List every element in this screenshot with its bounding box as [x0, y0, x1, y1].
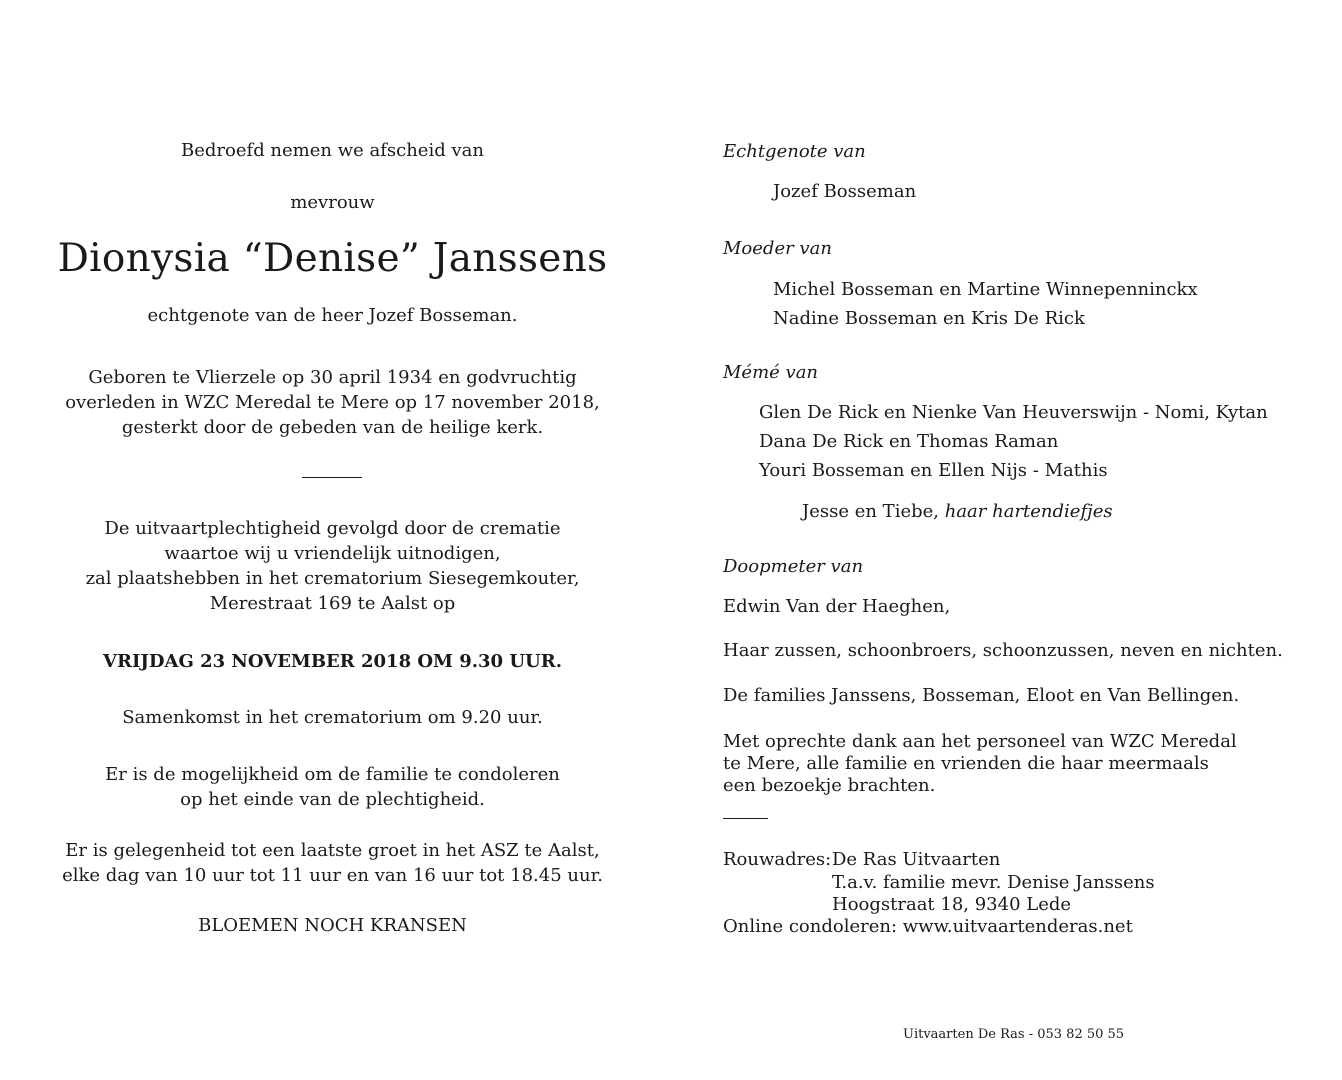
thanks-line-1: Met oprechte dank aan het personeel van WZC Meredal	[723, 731, 1237, 752]
separator-rule	[302, 477, 362, 478]
grandchild-line-1: Glen De Rick en Nienke Van Heuverswijn - Nomi, Kytan	[759, 402, 1268, 423]
gathering-text: Samenkomst in het crematorium om 9.20 uur.	[122, 707, 543, 728]
ceremony-line-3: zal plaatshebben in het crematorium Siesegemkouter,	[85, 568, 580, 589]
condolence-line-2: op het einde van de plechtigheid.	[180, 789, 485, 810]
child-line-2: Nadine Bosseman en Kris De Rick	[773, 308, 1085, 329]
mother-heading: Moeder van	[723, 238, 832, 259]
child-line-1: Michel Bosseman en Martine Winnepenninckx	[773, 279, 1198, 300]
visit-line-2: elke dag van 10 uur tot 11 uur en van 16 uur tot 18.45 uur.	[62, 865, 603, 886]
great-grandchildren-names: Jesse en Tiebe,	[802, 501, 939, 522]
birth-line-2: overleden in WZC Meredal te Mere op 17 november 2018,	[65, 392, 600, 413]
birth-line-3: gesterkt door de gebeden van de heilige kerk.	[121, 417, 544, 438]
flowers-note: BLOEMEN NOCH KRANSEN	[198, 915, 467, 936]
spouse-heading: Echtgenote van	[723, 141, 866, 162]
online-condolence-line	[723, 916, 1133, 937]
great-grandchildren-note: haar hartendiefjes	[944, 501, 1113, 522]
visit-line-1: Er is gelegenheid tot een laatste groet in het ASZ te Aalst,	[65, 840, 600, 861]
footer-text: Uitvaarten De Ras - 053 82 50 55	[903, 1027, 1125, 1042]
address-line-1: De Ras Uitvaarten	[832, 849, 1001, 870]
spouse-name: Jozef Bosseman	[773, 181, 917, 202]
ceremony-line-2: waartoe wij u vriendelijk uitnodigen,	[164, 543, 501, 564]
address-line-3: Hoogstraat 18, 9340 Lede	[832, 894, 1072, 915]
grandchild-line-2: Dana De Rick en Thomas Raman	[759, 431, 1059, 452]
condolence-line-1: Er is de mogelijkheid om de familie te condoleren	[105, 764, 560, 785]
online-label: Online condoleren:	[723, 916, 898, 937]
great-grandchildren-line	[802, 501, 1113, 522]
address-label: Rouwadres:	[723, 849, 832, 870]
ceremony-date: VRIJDAG 23 NOVEMBER 2018 OM 9.30 UUR.	[103, 651, 562, 672]
intro-text: Bedroefd nemen we afscheid van	[181, 140, 484, 161]
ceremony-line-1: De uitvaartplechtigheid gevolgd door de crematie	[104, 518, 561, 539]
address-line-2: T.a.v. familie mevr. Denise Janssens	[832, 872, 1155, 893]
title-text: mevrouw	[290, 192, 375, 213]
grandmother-heading: Mémé van	[723, 362, 819, 383]
godmother-heading: Doopmeter van	[723, 556, 864, 577]
godchild-name: Edwin Van der Haeghen,	[723, 596, 951, 617]
families-line: De families Janssens, Bosseman, Eloot en Van Bellingen.	[723, 685, 1240, 706]
spouse-line: echtgenote van de heer Jozef Bosseman.	[147, 305, 518, 326]
thanks-line-2: te Mere, alle familie en vrienden die haar meermaals	[723, 753, 1209, 774]
thanks-line-3: een bezoekje brachten.	[723, 775, 936, 796]
siblings-line: Haar zussen, schoonbroers, schoonzussen, neven en nichten.	[723, 640, 1283, 661]
ceremony-line-4: Merestraat 169 te Aalst op	[209, 593, 456, 614]
birth-line-1: Geboren te Vlierzele op 30 april 1934 en godvruchtig	[88, 367, 577, 388]
online-url-link[interactable]: www.uitvaartenderas.net	[902, 916, 1133, 937]
grandchild-line-3: Youri Bosseman en Ellen Nijs - Mathis	[759, 460, 1108, 481]
deceased-name: Dionysia “Denise” Janssens	[57, 236, 608, 281]
separator-rule-right	[723, 818, 768, 819]
